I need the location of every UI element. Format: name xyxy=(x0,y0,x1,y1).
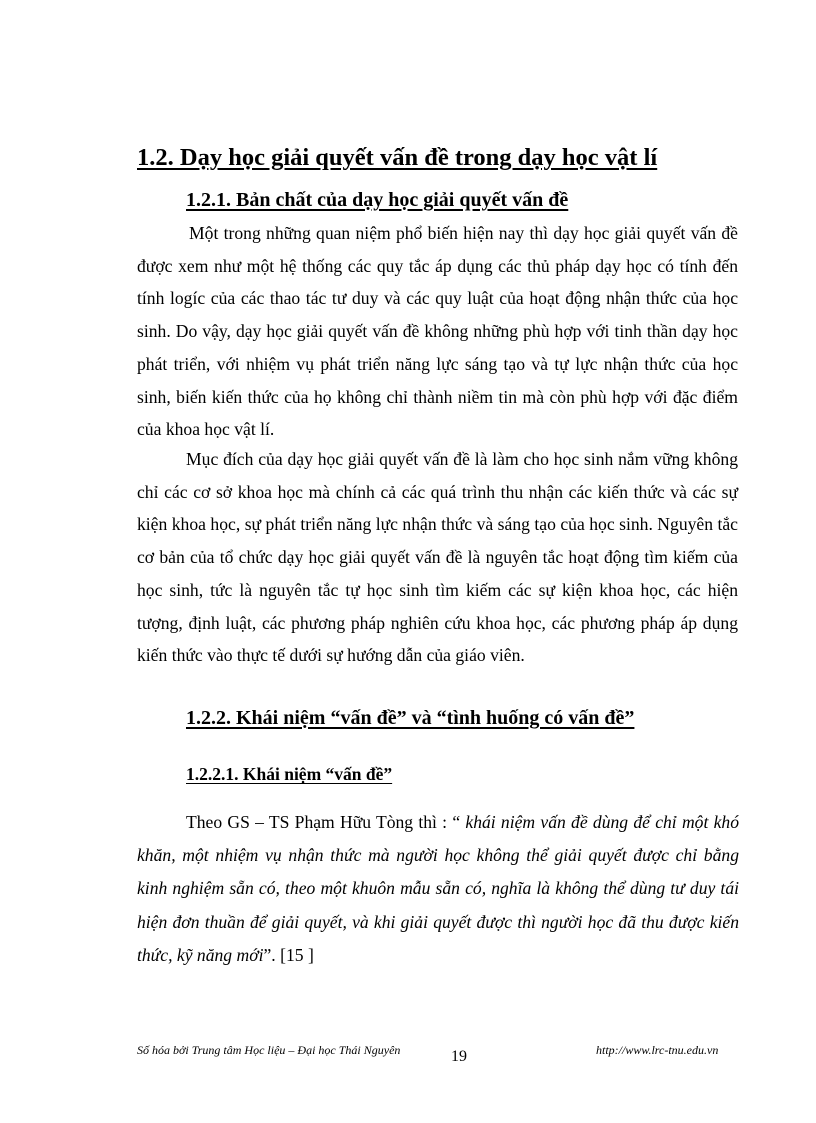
subsection-title-1-2-1: 1.2.1. Bản chất của dạy học giải quyết vấn đề xyxy=(186,189,569,211)
footer-digitized-by: Số hóa bởi Trung tâm Học liệu – Đại học Thái Nguyên xyxy=(137,1043,401,1057)
subsubsection-title-1-2-2-1: 1.2.2.1. Khái niệm “vấn đề” xyxy=(186,764,393,784)
page-number: 19 xyxy=(451,1048,467,1065)
section-title: 1.2. Dạy học giải quyết vấn đề trong dạy học vật lí xyxy=(137,144,658,171)
paragraph-2: Mục đích của dạy học giải quyết vấn đề là làm cho học sinh nắm vững không chỉ các cơ sở khoa học mà chính cả các quá trình thu nhận các kiến thức và các sự kiện khoa học, sự phát triển năng lực nhận thức và sáng tạo của học sinh. Nguyên tắc cơ bản của tổ chức dạy học giải quyết vấn đề là nguyên tắc hoạt động tìm kiếm của học sinh, tức là nguyên tắc tự học sinh tìm kiếm các sự kiện khoa học, các hiện tượng, định luật, các phương pháp nghiên cứu khoa học, các phương pháp áp dụng kiến thức vào thực tế dưới sự hướng dẫn của giáo viên. xyxy=(137,449,738,666)
definition-quote-paragraph xyxy=(137,806,739,972)
quote-citation: ”. [15 ] xyxy=(263,944,314,965)
quote-text: khái niệm vấn đề dùng để chỉ một khó khăn, một nhiệm vụ nhận thức mà người học không thể giải quyết được chỉ bằng kinh nghiệm sẵn có, theo một khuôn mẫu sẵn có, nghĩa là không thể dùng tư duy tái hiện đơn thuần để giải quyết, và khi giải quyết được thì người học đã thu được kiến thức, kỹ năng mới xyxy=(137,812,739,965)
subsection-title-1-2-2: 1.2.2. Khái niệm “vấn đề” và “tình huống có vấn đề” xyxy=(186,707,635,729)
quote-intro: Theo GS – TS Phạm Hữu Tòng thì : “ xyxy=(186,812,466,832)
footer-url: http://www.lrc-tnu.edu.vn xyxy=(596,1043,719,1057)
paragraph-1: Một trong những quan niệm phổ biến hiện nay thì dạy học giải quyết vấn đề được xem như một hệ thống các quy tắc áp dụng các thủ pháp dạy học có tính đến tính logíc của các thao tác tư duy và các quy luật của hoạt động nhận thức của học sinh. Do vậy, dạy học giải quyết vấn đề không những phù hợp với tinh thần dạy học phát triển, với nhiệm vụ phát triển năng lực sáng tạo và tự lực nhận thức của học sinh, biến kiến thức của họ không chỉ thành niềm tin mà còn phù hợp với đặc điểm của khoa học vật lí. xyxy=(137,223,738,440)
